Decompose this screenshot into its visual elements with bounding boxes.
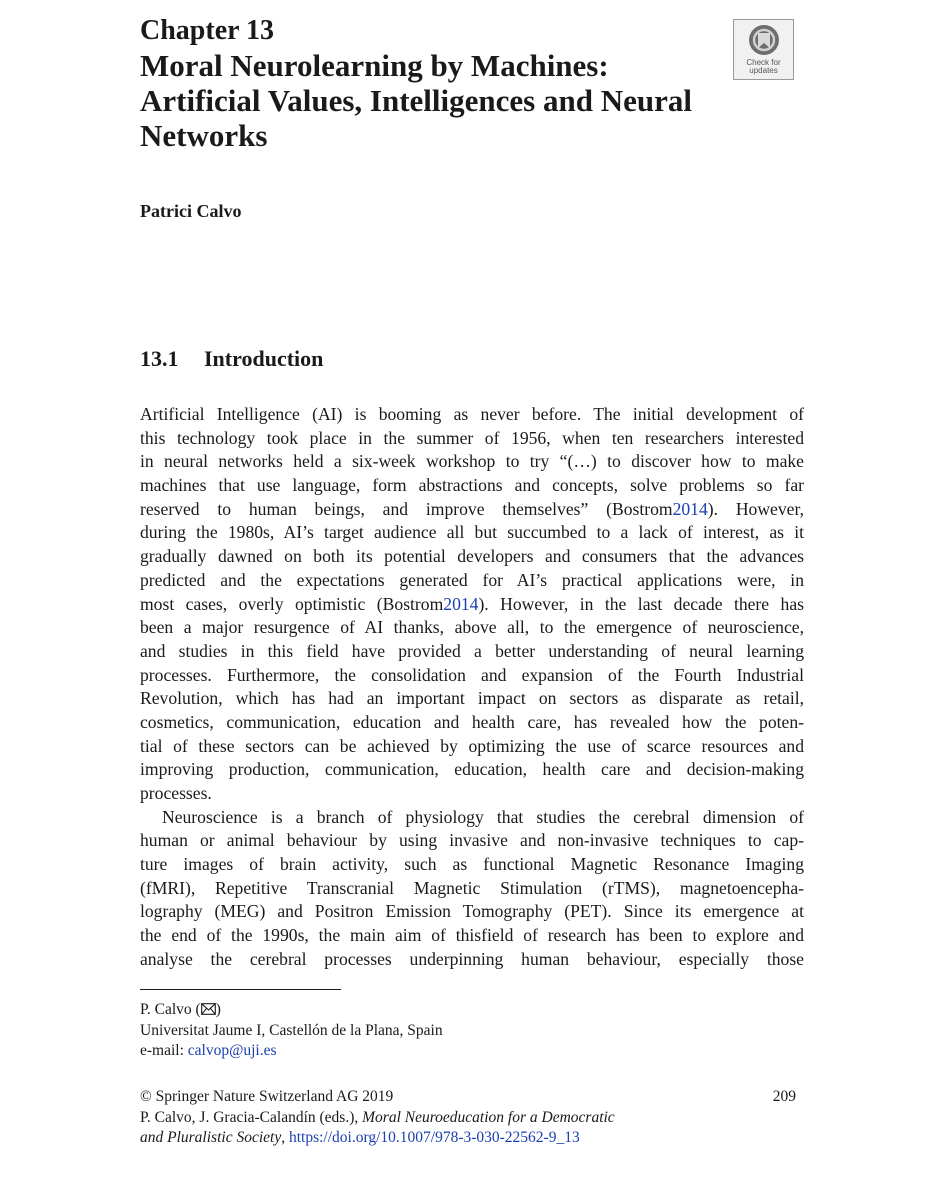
section-heading — [140, 345, 323, 373]
footnote-rule — [140, 989, 341, 990]
email-link[interactable]: calvop@uji.es — [187, 1042, 277, 1059]
chapter-title — [140, 48, 740, 153]
author-affiliation: P. Calvo ( ) Universitat Jaume I, Castellón de la Plana, Spain e-mail: calvop@uji.es — [140, 1001, 443, 1059]
bookmark-check-icon — [747, 23, 781, 57]
chapter-title-line: Artificial Values, Intelligences and Neural — [140, 83, 692, 118]
citation-link[interactable]: 2014 — [443, 593, 479, 614]
page-number: 209 — [772, 1088, 796, 1105]
text-line: improving production, communication, education, health care and decision-making — [140, 759, 804, 780]
page-footer: © Springer Nature Switzerland AG 2019 209 P. Calvo, J. Gracia-Calandín (eds.), Moral Neuroeducation for a Democratic and Pluralistic Society, https://doi.org/10.1007/978-3-030-22562-9_13 — [140, 1088, 796, 1146]
text-line: machines that use language, form abstractions and concepts, solve problems so far — [140, 475, 804, 496]
book-title: Moral Neuroeducation for a Democratic — [362, 1108, 615, 1126]
text-line: (fMRI), Repetitive Transcranial Magnetic Stimulation (rTMS), magnetoencepha- — [140, 877, 804, 898]
author-name: Patrici Calvo — [140, 201, 242, 221]
text-line: analyse the cerebral processes underpinning human behaviour, especially those — [140, 948, 804, 969]
text-line: Neuroscience is a branch of physiology that studies the cerebral dimension of — [162, 806, 804, 827]
doi-link[interactable]: https://doi.org/10.1007/978-3-030-22562-9_13 — [288, 1129, 580, 1146]
text-line: ture images of brain activity, such as functional Magnetic Resonance Imaging — [140, 854, 804, 875]
text-line: tial of these sectors can be achieved by optimizing the use of scarce resources and — [140, 735, 804, 756]
chapter-title-line: Networks — [140, 118, 268, 153]
text-line: in neural networks held a six-week workshop to try “(…) to discover how to make — [140, 451, 804, 472]
text-line: gradually dawned on both its potential developers and consumers that the advances — [140, 546, 804, 567]
section-number: 13.1 — [140, 346, 179, 371]
text-line: human or animal behaviour by using invasive and non-invasive techniques to cap- — [140, 830, 804, 851]
text-line: processes. Furthermore, the consolidation and expansion of the Fourth Industrial — [140, 664, 804, 685]
section-title: Introduction — [204, 346, 324, 371]
body-text — [140, 403, 804, 972]
text-line: processes. — [140, 783, 212, 803]
text-line: and studies in this field have provided a better understanding of neural learning — [140, 640, 804, 661]
citation-link[interactable]: 2014 — [672, 498, 708, 519]
book-title: and Pluralistic Society — [140, 1129, 282, 1146]
text-line: reserved to human beings, and improve themselves” (Bostrom2014). However, — [140, 498, 804, 519]
text-line: most cases, overly optimistic (Bostrom2014). However, in the last decade there has — [140, 593, 804, 614]
text-line: cosmetics, communication, education and health care, has revealed how the poten- — [140, 711, 804, 732]
chapter-title-line: Moral Neurolearning by Machines: — [140, 48, 609, 83]
copyright: © Springer Nature Switzerland AG 2019 — [140, 1088, 394, 1105]
envelope-icon — [201, 1003, 216, 1015]
badge-label: Check for updates — [746, 58, 781, 75]
text-line: during the 1980s, AI’s target audience all but succumbed to a lack of interest, as it — [140, 522, 804, 543]
text-line: predicted and the expectations generated for AI’s practical applications were, in — [140, 569, 804, 590]
text-line: been a major resurgence of AI thanks, above all, to the emergence of neuroscience, — [140, 617, 804, 638]
check-for-updates-badge[interactable] — [733, 19, 794, 80]
text-line: Artificial Intelligence (AI) is booming as never before. The initial development of — [140, 404, 804, 424]
text-line: this technology took place in the summer of 1956, when ten researchers interested — [140, 427, 804, 448]
chapter-label: Chapter 13 — [140, 15, 275, 46]
text-line: Revolution, which has had an important impact on sectors as disparate as retail, — [140, 688, 804, 709]
text-line: lography (MEG) and Positron Emission Tomography (PET). Since its emergence at — [140, 901, 804, 922]
text-line: the end of the 1990s, the main aim of thisfield of research has been to explore and — [140, 925, 804, 946]
institution: Universitat Jaume I, Castellón de la Plana, Spain — [140, 1021, 443, 1039]
